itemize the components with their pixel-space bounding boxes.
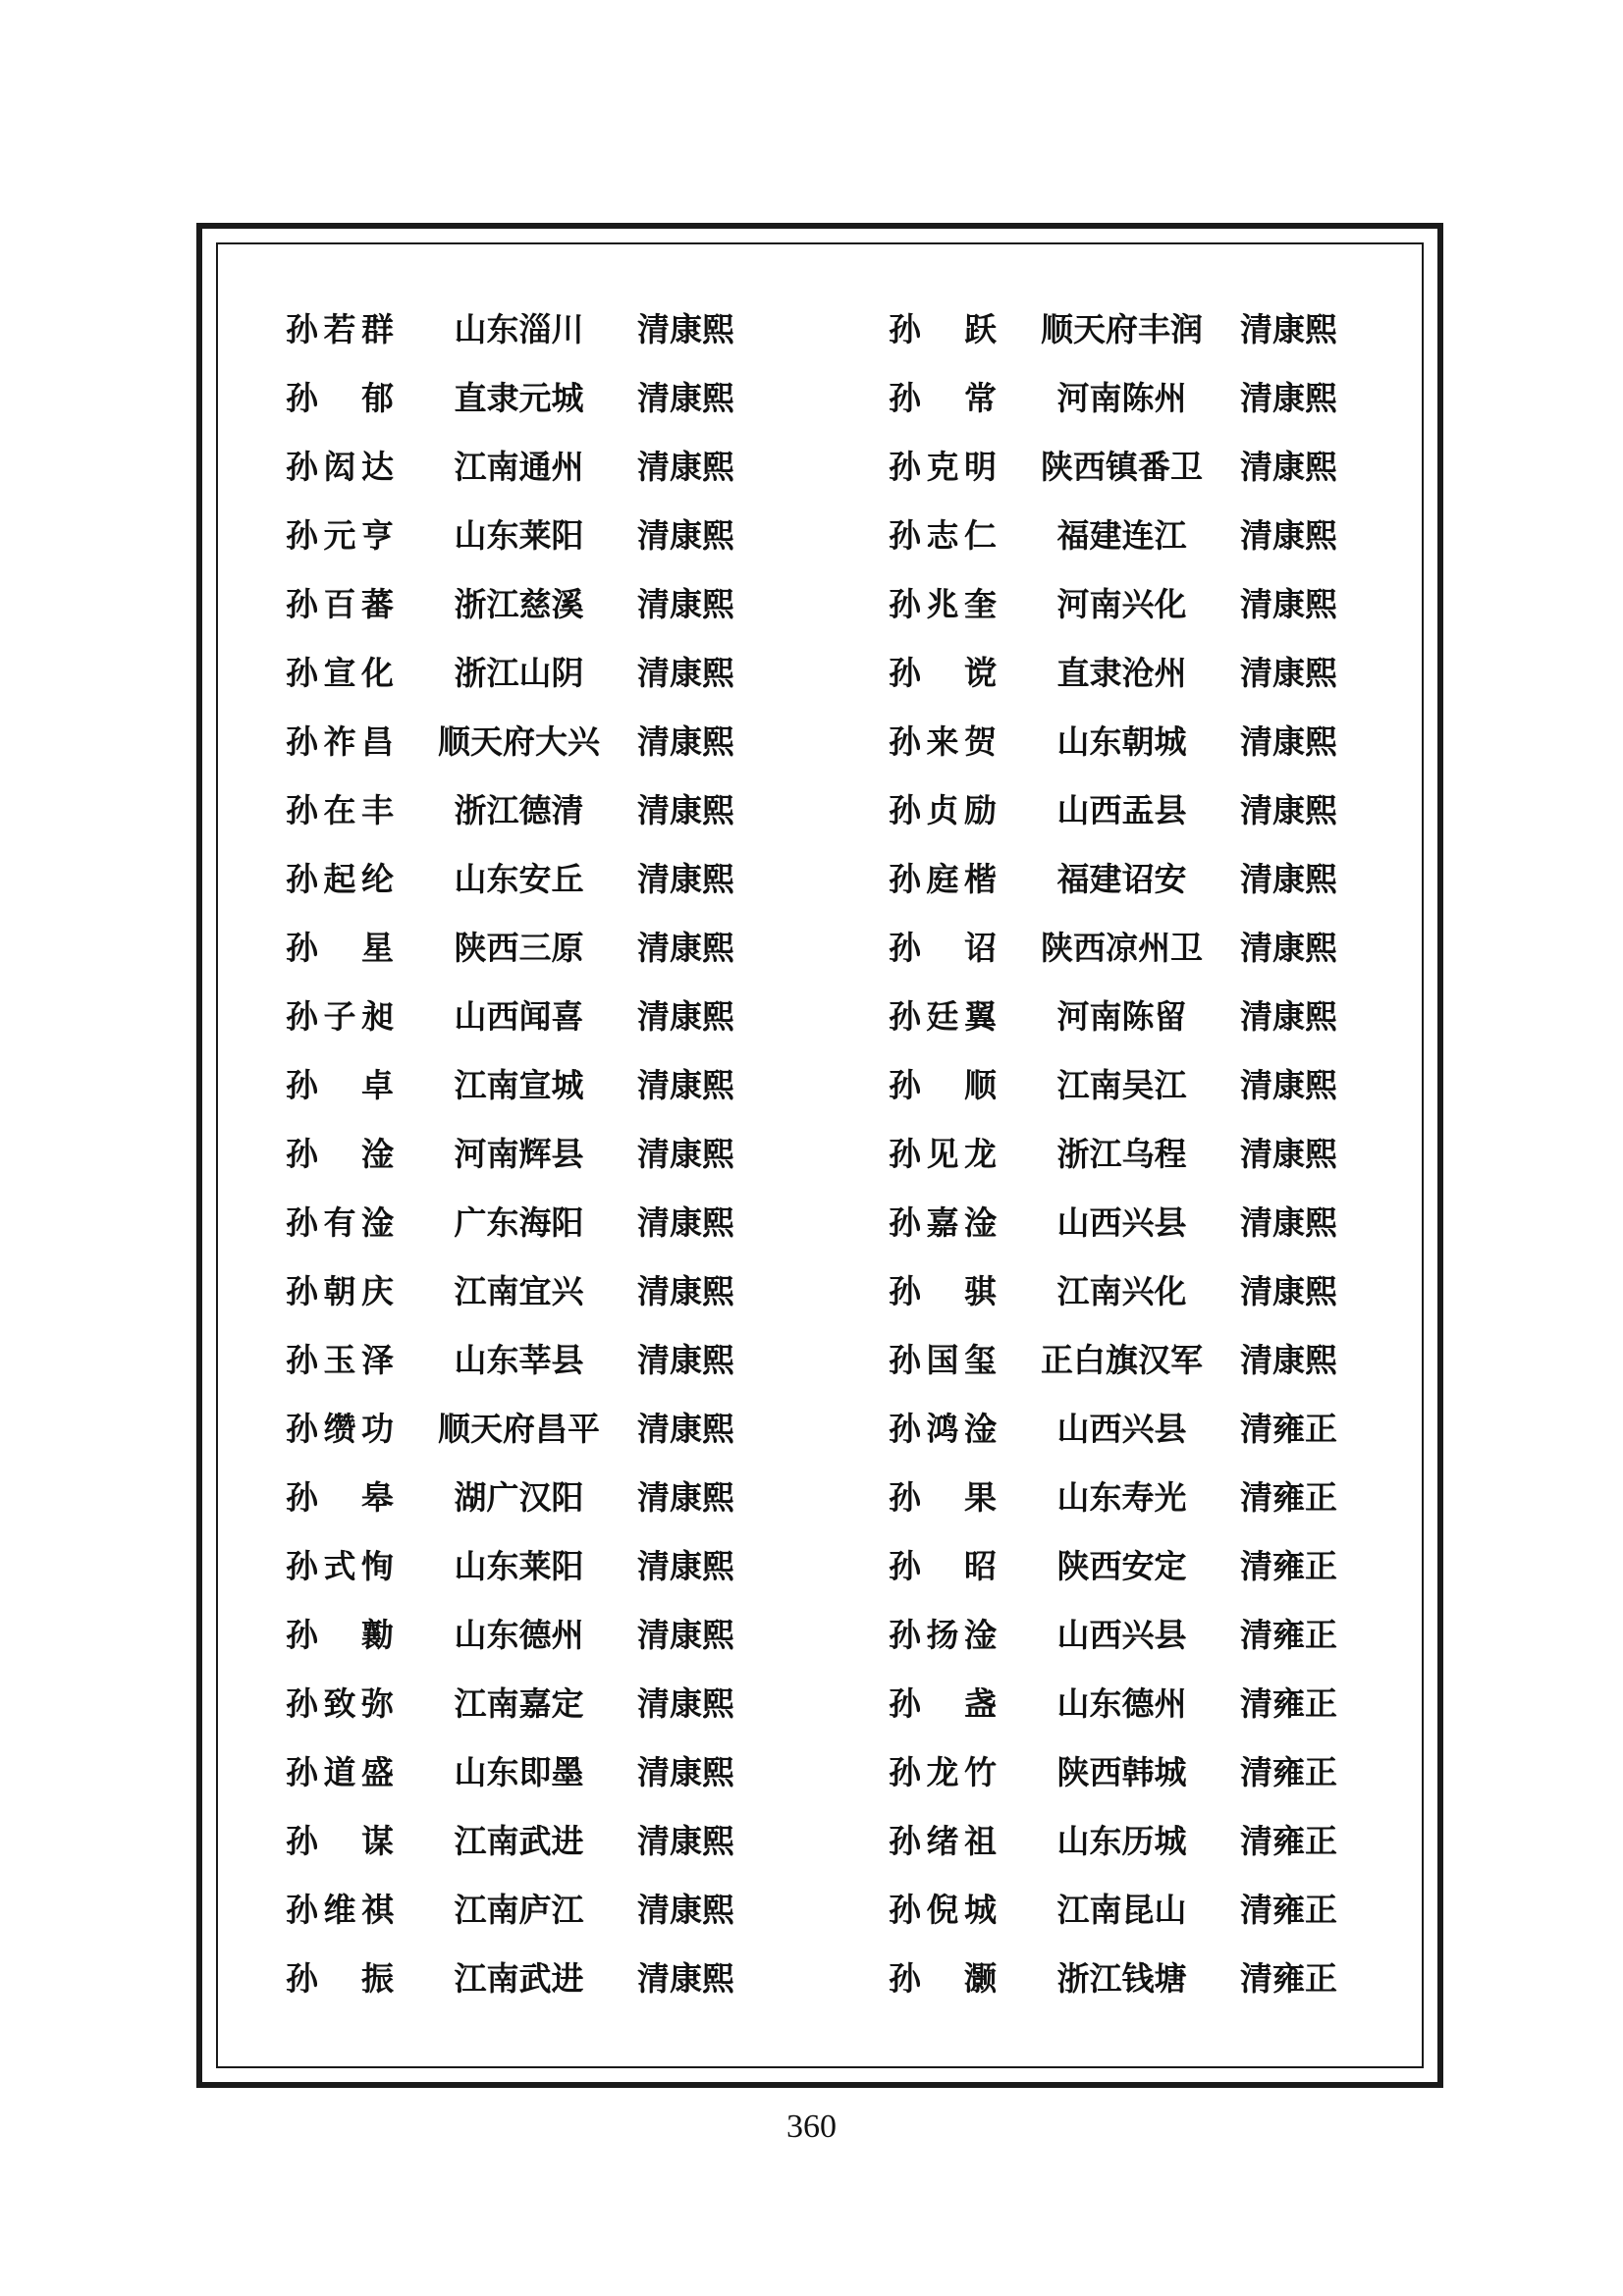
table-row — [889, 1747, 1380, 1816]
dynasty-era: 清康熙 — [637, 1341, 734, 1379]
native-place: 山东即墨 — [454, 1753, 584, 1791]
table-row — [889, 1953, 1380, 2022]
person-name: 孙廷翼 — [889, 997, 997, 1036]
table-row — [286, 1060, 777, 1129]
dynasty-era: 清康熙 — [637, 997, 734, 1036]
table-row — [286, 1198, 777, 1266]
native-place: 江南嘉定 — [454, 1684, 584, 1723]
person-name: 孙起纶 — [286, 860, 394, 898]
dynasty-era: 清康熙 — [1240, 379, 1337, 417]
table-row — [286, 579, 777, 648]
person-name: 孙志仁 — [889, 516, 997, 555]
person-name: 孙朝庆 — [286, 1272, 394, 1310]
dynasty-era: 清康熙 — [637, 1478, 734, 1517]
native-place: 浙江慈溪 — [454, 585, 584, 623]
dynasty-era: 清雍正 — [1240, 1478, 1337, 1517]
native-place: 河南陈留 — [1056, 997, 1187, 1036]
person-name: 孙诏 — [889, 929, 997, 967]
table-row — [889, 648, 1380, 717]
dynasty-era: 清康熙 — [1240, 1341, 1337, 1379]
dynasty-era: 清康熙 — [637, 585, 734, 623]
table-row — [286, 854, 777, 923]
native-place: 山东莱阳 — [454, 516, 584, 555]
table-row — [889, 991, 1380, 1060]
table-row — [286, 648, 777, 717]
person-name: 孙龙竹 — [889, 1753, 997, 1791]
person-name: 孙皋 — [286, 1478, 394, 1517]
native-place: 山东德州 — [454, 1616, 584, 1654]
table-row — [889, 442, 1380, 510]
native-place: 江南通州 — [454, 448, 584, 486]
dynasty-era: 清雍正 — [1240, 1959, 1337, 1998]
dynasty-era: 清康熙 — [637, 1066, 734, 1104]
native-place: 山东德州 — [1056, 1684, 1187, 1723]
person-name: 孙谋 — [286, 1822, 394, 1860]
native-place: 湖广汉阳 — [454, 1478, 584, 1517]
person-name: 孙在丰 — [286, 791, 394, 829]
person-name: 孙若群 — [286, 310, 394, 348]
dynasty-era: 清康熙 — [637, 1891, 734, 1929]
table-row — [889, 304, 1380, 373]
native-place: 广东海阳 — [454, 1203, 584, 1242]
table-row — [889, 1472, 1380, 1541]
native-place: 江南兴化 — [1056, 1272, 1187, 1310]
table-row — [286, 1610, 777, 1679]
table-row — [889, 1885, 1380, 1953]
table-row — [286, 1816, 777, 1885]
person-name: 孙嘉淦 — [889, 1203, 997, 1242]
dynasty-era: 清康熙 — [1240, 860, 1337, 898]
native-place: 顺天府昌平 — [438, 1410, 600, 1448]
table-row — [889, 510, 1380, 579]
dynasty-era: 清雍正 — [1240, 1616, 1337, 1654]
native-place: 浙江钱塘 — [1056, 1959, 1187, 1998]
native-place: 山东淄川 — [454, 310, 584, 348]
native-place: 江南昆山 — [1056, 1891, 1187, 1929]
person-name: 孙星 — [286, 929, 394, 967]
person-name: 孙来贺 — [889, 722, 997, 761]
dynasty-era: 清康熙 — [637, 516, 734, 555]
table-row — [286, 1472, 777, 1541]
dynasty-era: 清康熙 — [637, 1272, 734, 1310]
person-name: 孙常 — [889, 379, 997, 417]
person-name: 孙灏 — [889, 1959, 997, 1998]
dynasty-era: 清康熙 — [1240, 1066, 1337, 1104]
table-row — [286, 1885, 777, 1953]
dynasty-era: 清康熙 — [637, 1822, 734, 1860]
table-row — [889, 1541, 1380, 1610]
dynasty-era: 清雍正 — [1240, 1822, 1337, 1860]
person-name: 孙顺 — [889, 1066, 997, 1104]
native-place: 山西盂县 — [1056, 791, 1187, 829]
native-place: 河南陈州 — [1056, 379, 1187, 417]
person-name: 孙谠 — [889, 654, 997, 692]
person-name: 孙式恂 — [286, 1547, 394, 1585]
table-row — [286, 923, 777, 991]
dynasty-era: 清康熙 — [637, 791, 734, 829]
table-row — [889, 579, 1380, 648]
dynasty-era: 清康熙 — [637, 1203, 734, 1242]
table-row — [286, 785, 777, 854]
dynasty-era: 清康熙 — [637, 860, 734, 898]
native-place: 江南武进 — [454, 1959, 584, 1998]
table-row — [286, 1335, 777, 1404]
native-place: 山西兴县 — [1056, 1410, 1187, 1448]
native-place: 山东朝城 — [1056, 722, 1187, 761]
person-name: 孙致弥 — [286, 1684, 394, 1723]
person-name: 孙子昶 — [286, 997, 394, 1036]
dynasty-era: 清康熙 — [637, 929, 734, 967]
page-number: 360 — [786, 2109, 837, 2145]
table-row — [286, 1747, 777, 1816]
native-place: 顺天府丰润 — [1041, 310, 1203, 348]
native-place: 山东莘县 — [454, 1341, 584, 1379]
person-name: 孙贞励 — [889, 791, 997, 829]
native-place: 福建连江 — [1056, 516, 1187, 555]
table-row — [889, 1335, 1380, 1404]
dynasty-era: 清康熙 — [1240, 1272, 1337, 1310]
dynasty-era: 清康熙 — [1240, 929, 1337, 967]
native-place: 顺天府大兴 — [438, 722, 600, 761]
person-name: 孙有淦 — [286, 1203, 394, 1242]
person-name: 孙宣化 — [286, 654, 394, 692]
person-name: 孙闳达 — [286, 448, 394, 486]
native-place: 浙江山阴 — [454, 654, 584, 692]
person-name: 孙勷 — [286, 1616, 394, 1654]
person-name: 孙鸿淦 — [889, 1410, 997, 1448]
dynasty-era: 清康熙 — [1240, 585, 1337, 623]
person-name: 孙跃 — [889, 310, 997, 348]
dynasty-era: 清康熙 — [1240, 791, 1337, 829]
dynasty-era: 清康熙 — [1240, 654, 1337, 692]
dynasty-era: 清康熙 — [637, 1753, 734, 1791]
native-place: 江南宣城 — [454, 1066, 584, 1104]
table-row — [889, 373, 1380, 442]
table-row — [286, 510, 777, 579]
native-place: 浙江乌程 — [1056, 1135, 1187, 1173]
native-place: 陕西凉州卫 — [1041, 929, 1203, 967]
dynasty-era: 清康熙 — [637, 722, 734, 761]
dynasty-era: 清康熙 — [637, 1616, 734, 1654]
dynasty-era: 清康熙 — [637, 1684, 734, 1723]
person-name: 孙振 — [286, 1959, 394, 1998]
person-name: 孙昭 — [889, 1547, 997, 1585]
native-place: 直隶沧州 — [1056, 654, 1187, 692]
person-name: 孙扬淦 — [889, 1616, 997, 1654]
person-name: 孙淦 — [286, 1135, 394, 1173]
table-row — [889, 1060, 1380, 1129]
native-place: 江南武进 — [454, 1822, 584, 1860]
dynasty-era: 清康熙 — [637, 379, 734, 417]
person-name: 孙道盛 — [286, 1753, 394, 1791]
person-name: 孙维祺 — [286, 1891, 394, 1929]
dynasty-era: 清康熙 — [637, 1959, 734, 1998]
person-name: 孙祚昌 — [286, 722, 394, 761]
table-row — [286, 1953, 777, 2022]
native-place: 江南宜兴 — [454, 1272, 584, 1310]
table-row — [889, 1198, 1380, 1266]
dynasty-era: 清康熙 — [637, 1547, 734, 1585]
native-place: 山东历城 — [1056, 1822, 1187, 1860]
table-row — [286, 991, 777, 1060]
person-name: 孙果 — [889, 1478, 997, 1517]
person-name: 孙绪祖 — [889, 1822, 997, 1860]
person-name: 孙卓 — [286, 1066, 394, 1104]
table-row — [889, 785, 1380, 854]
dynasty-era: 清雍正 — [1240, 1684, 1337, 1723]
table-row — [286, 1679, 777, 1747]
table-row — [889, 717, 1380, 785]
table-row — [286, 373, 777, 442]
native-place: 山东莱阳 — [454, 1547, 584, 1585]
native-place: 山西兴县 — [1056, 1616, 1187, 1654]
table-row — [889, 1129, 1380, 1198]
person-name: 孙克明 — [889, 448, 997, 486]
dynasty-era: 清康熙 — [637, 448, 734, 486]
right-column — [889, 304, 1380, 2022]
native-place: 山东安丘 — [454, 860, 584, 898]
dynasty-era: 清康熙 — [637, 1410, 734, 1448]
native-place: 山东寿光 — [1056, 1478, 1187, 1517]
dynasty-era: 清康熙 — [1240, 516, 1337, 555]
table-row — [286, 1266, 777, 1335]
native-place: 直隶元城 — [454, 379, 584, 417]
table-row — [889, 1679, 1380, 1747]
dynasty-era: 清康熙 — [637, 310, 734, 348]
table-row — [889, 1816, 1380, 1885]
table-row — [889, 1266, 1380, 1335]
dynasty-era: 清康熙 — [1240, 1203, 1337, 1242]
person-name: 孙骐 — [889, 1272, 997, 1310]
person-name: 孙郁 — [286, 379, 394, 417]
table-row — [286, 717, 777, 785]
native-place: 浙江德清 — [454, 791, 584, 829]
person-name: 孙兆奎 — [889, 585, 997, 623]
table-row — [286, 304, 777, 373]
table-row — [889, 923, 1380, 991]
table-row — [889, 1610, 1380, 1679]
person-name: 孙玉泽 — [286, 1341, 394, 1379]
person-name: 孙倪城 — [889, 1891, 997, 1929]
dynasty-era: 清雍正 — [1240, 1547, 1337, 1585]
dynasty-era: 清康熙 — [637, 654, 734, 692]
native-place: 河南辉县 — [454, 1135, 584, 1173]
dynasty-era: 清康熙 — [1240, 997, 1337, 1036]
native-place: 陕西三原 — [454, 929, 584, 967]
dynasty-era: 清康熙 — [1240, 722, 1337, 761]
dynasty-era: 清雍正 — [1240, 1410, 1337, 1448]
native-place: 江南庐江 — [454, 1891, 584, 1929]
table-row — [286, 1129, 777, 1198]
native-place: 福建诏安 — [1056, 860, 1187, 898]
dynasty-era: 清雍正 — [1240, 1753, 1337, 1791]
native-place: 山西兴县 — [1056, 1203, 1187, 1242]
native-place: 陕西韩城 — [1056, 1753, 1187, 1791]
native-place: 山西闻喜 — [454, 997, 584, 1036]
dynasty-era: 清康熙 — [637, 1135, 734, 1173]
person-name: 孙盏 — [889, 1684, 997, 1723]
table-row — [286, 1541, 777, 1610]
person-name: 孙庭楷 — [889, 860, 997, 898]
person-name: 孙元亨 — [286, 516, 394, 555]
left-column — [286, 304, 777, 2022]
native-place: 陕西安定 — [1056, 1547, 1187, 1585]
native-place: 江南吴江 — [1056, 1066, 1187, 1104]
native-place: 正白旗汉军 — [1041, 1341, 1203, 1379]
table-row — [286, 1404, 777, 1472]
person-name: 孙缵功 — [286, 1410, 394, 1448]
dynasty-era: 清康熙 — [1240, 1135, 1337, 1173]
person-name: 孙国玺 — [889, 1341, 997, 1379]
table-row — [286, 442, 777, 510]
dynasty-era: 清康熙 — [1240, 310, 1337, 348]
native-place: 河南兴化 — [1056, 585, 1187, 623]
native-place: 陕西镇番卫 — [1041, 448, 1203, 486]
person-name: 孙见龙 — [889, 1135, 997, 1173]
table-row — [889, 854, 1380, 923]
dynasty-era: 清康熙 — [1240, 448, 1337, 486]
table-row — [889, 1404, 1380, 1472]
dynasty-era: 清雍正 — [1240, 1891, 1337, 1929]
person-name: 孙百蕃 — [286, 585, 394, 623]
